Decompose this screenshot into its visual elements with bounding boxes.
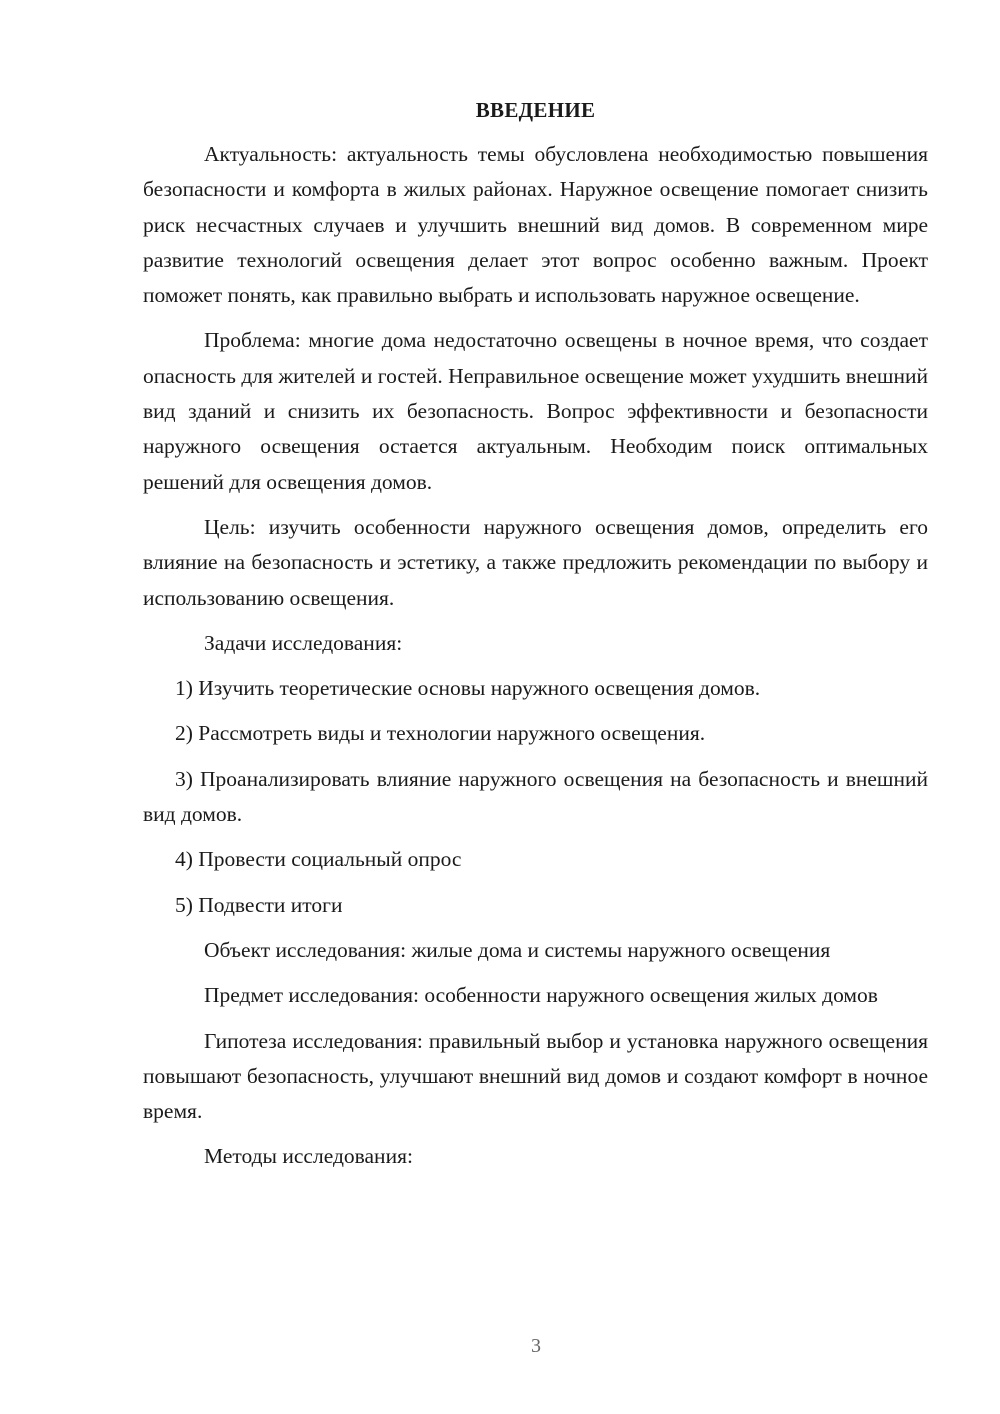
methods-heading: Методы исследования: — [204, 1144, 413, 1169]
paragraph-object: Объект исследования: жилые дома и системы наружного освещения — [204, 937, 831, 962]
paragraph-problem: Проблема: многие дома недостаточно освещены в ночное время, что создает опасность для жителей и гостей. Неправильное освещение может ухудшить внешний вид зданий и снизить их безопасность. Вопрос эффективности и безопасности наружного освещения остается актуальным. Необходим поиск оптимальных решений для освещения домов. — [143, 328, 928, 494]
paragraph-goal: Цель: изучить особенности наружного освещения домов, определить его влияние на безопасность и эстетику, а также предложить рекомендации по выбору и использованию освещения. — [143, 514, 928, 610]
task-item-1: 1) Изучить теоретические основы наружного освещения домов. — [175, 676, 761, 701]
task-item-2: 2) Рассмотреть виды и технологии наружного освещения. — [175, 721, 706, 746]
task-item-5: 5) Подвести итоги — [175, 892, 343, 917]
paragraph-subject: Предмет исследования: особенности наружного освещения жилых домов — [204, 983, 878, 1008]
section-title: ВВЕДЕНИЕ — [475, 98, 596, 122]
tasks-heading: Задачи исследования: — [204, 630, 403, 655]
task-item-3: 3) Проанализировать влияние наружного освещения на безопасность и внешний вид домов. — [143, 766, 928, 827]
paragraph-relevance: Актуальность: актуальность темы обусловлена необходимостью повышения безопасности и комфорта в жилых районах. Наружное освещение помогает снизить риск несчастных случаев и улучшить внешний вид домов. В современном мире развитие технологий освещения делает этот вопрос особенно важным. Проект поможет понять, как правильно выбрать и использовать наружное освещение. — [143, 142, 928, 308]
document-page — [143, 95, 928, 1185]
task-item-4: 4) Провести социальный опрос — [175, 847, 462, 872]
paragraph-hypothesis: Гипотеза исследования: правильный выбор и установка наружного освещения повышают безопасность, улучшают внешний вид домов и создают комфорт в ночное время. — [143, 1028, 928, 1124]
page-number: 3 — [531, 1335, 541, 1357]
